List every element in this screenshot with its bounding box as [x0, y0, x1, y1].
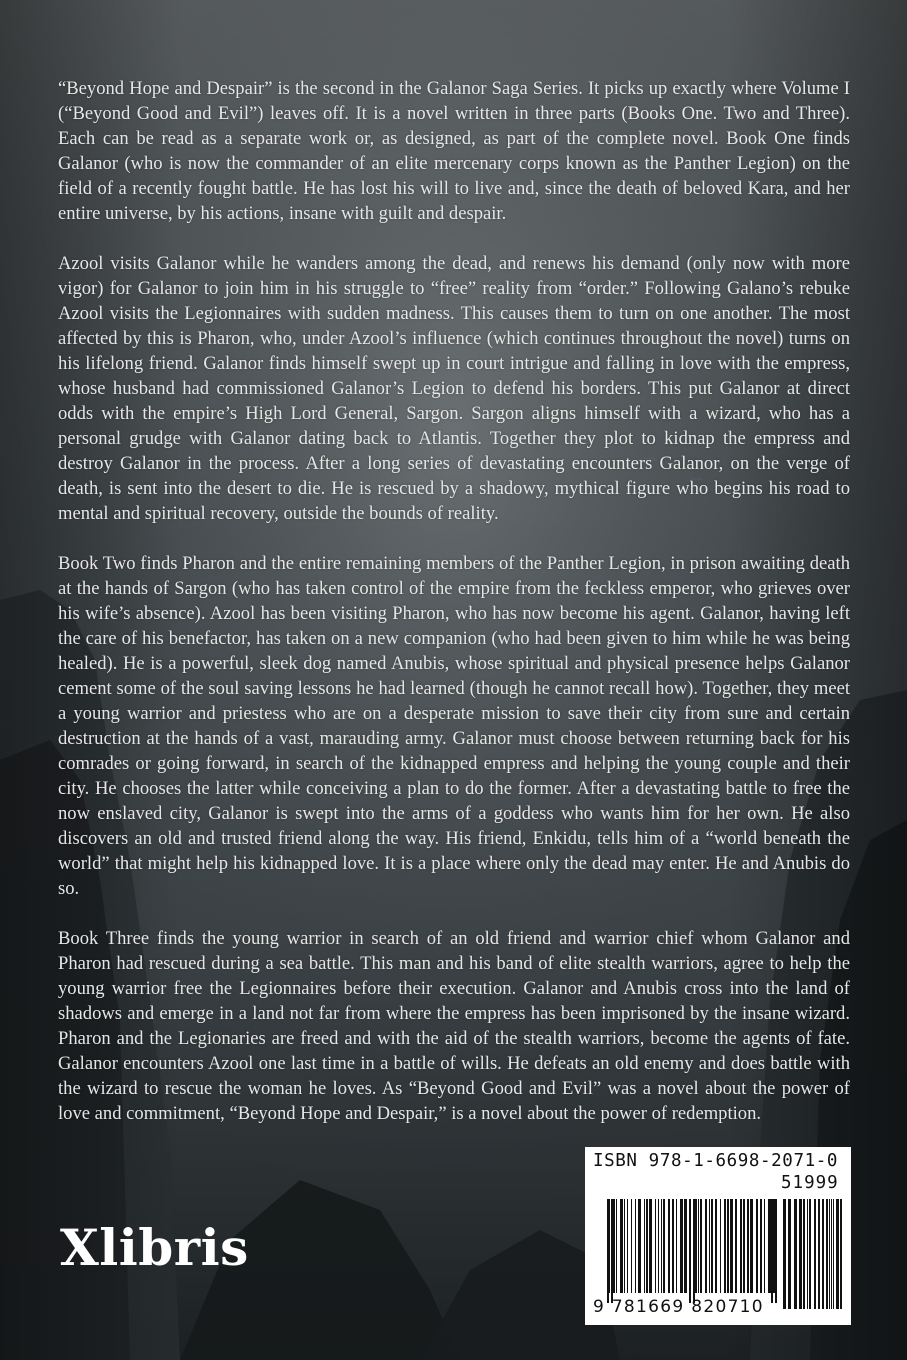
isbn-label: ISBN 978-1-6698-2071-0: [593, 1151, 838, 1171]
back-cover-blurb: [58, 76, 850, 1151]
blurb-paragraph-book-one: Azool visits Galanor while he wanders among the dead, and renews his demand (only now with more vigor) for Galanor to join him in his struggle to “free” reality from “order.” Following Galano’s rebuke Azool visits the Legionnaires with sudden madness. This causes them to turn on one another. The most affected by this is Pharon, who, under Azool’s influence (which continues throughout the novel) turns on his lifelong friend. Galanor finds himself swept up in court intrigue and falling in love with the empress, whose husband had commissioned Galanor’s Legion to defend his borders. This put Galanor at direct odds with the empire’s High Lord General, Sargon. Sargon aligns himself with a wizard, who has a personal grudge with Galanor dating back to Atlantis. Together they plot to kidnap the empress and destroy Galanor in the process. After a long series of devastating encounters Galanor, on the verge of death, is sent into the desert to die. He is rescued by a shadowy, mythical figure who begins his road to mental and spiritual recovery, outside the bounds of reality.: [58, 253, 850, 524]
price-code: 51999: [781, 1173, 839, 1193]
blurb-paragraph-book-three: Book Three finds the young warrior in search of an old friend and warrior chief whom Galanor and Pharon had rescued during a sea battle. This man and his band of elite stealth warriors, agree to help the young warrior free the Legionnaires before their execution. Galanor and Anubis cross into the land of shadows and emerge in a land not far from where the empress has been imprisoned by the insane wizard. Pharon and the Legionaries are freed and with the aid of the stealth warriors, become the agents of fate. Galanor encounters Azool one last time in a battle of wills. He defeats an old enemy and does battle with the wizard to rescue the woman he loves. As “Beyond Good and Evil” was a novel about the power of love and commitment, “Beyond Hope and Despair,” is a novel about the power of redemption.: [58, 928, 850, 1124]
blurb-paragraph-book-two: Book Two finds Pharon and the entire remaining members of the Panther Legion, in prison awaiting death at the hands of Sargon (who has taken control of the empire from the feckless emperor, who grieves over his wife’s absence). Azool has been visiting Pharon, who has now become his agent. Galanor, having left the care of his benefactor, has taken on a new companion (who had been given to him while he was being healed). He is a powerful, sleek dog named Anubis, whose spiritual and physical presence helps Galanor cement some of the soul saving lessons he had learned (though he cannot recall how). Together, they meet a young warrior and priestess who are on a desperate mission to save their city from sure and certain destruction at the hands of a vast, marauding army. Galanor must choose between returning back for his comrades or going forward, in search of the kidnapped empress and helping the young couple and their city. He chooses the latter while conceiving a plan to do the former. After a devastating battle to free the now enslaved city, Galanor is swept into the arms of a goddess who wants him for her own. He also discovers an old and trusted friend along the way. His friend, Enkidu, tells him of a “world beneath the world” that might help his kidnapped love. It is a place where only the dead may enter. He and Anubis do so.: [58, 553, 850, 899]
blurb-paragraph-intro: “Beyond Hope and Despair” is the second in the Galanor Saga Series. It picks up exactly where Volume I (“Beyond Good and Evil”) leaves off. It is a novel written in three parts (Books One. Two and Three). Each can be read as a separate work or, as designed, as part of the complete novel. Book One finds Galanor (who is now the commander of an elite mercenary corps known as the Panther Legion) on the field of a recently fought battle. He has lost his will to live and, since the death of beloved Kara, and her entire universe, by his actions, insane with guilt and despair.: [58, 78, 850, 224]
publisher-logo: Xlibris: [60, 1218, 249, 1277]
isbn-barcode: [585, 1147, 851, 1325]
ean-digits: 9 781669 820710: [593, 1297, 764, 1317]
